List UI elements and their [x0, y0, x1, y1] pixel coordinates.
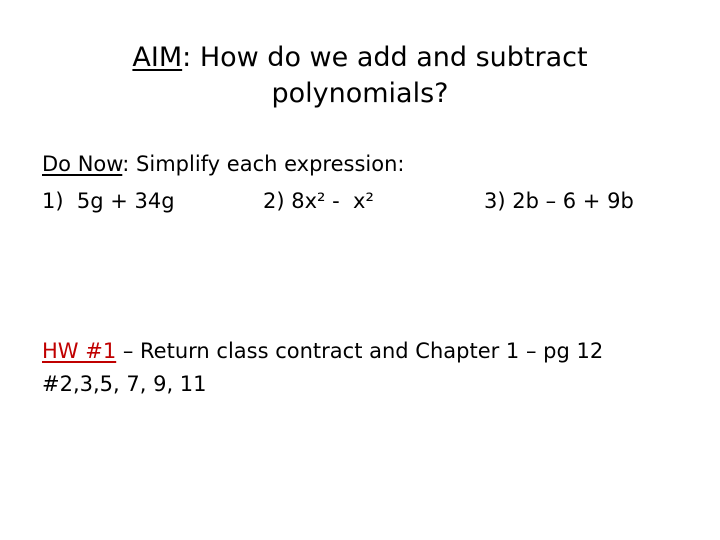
problem-3: 3) 2b – 6 + 9b [484, 189, 634, 213]
slide-title [0, 40, 720, 112]
problem-2: 2) 8x² - x² [263, 189, 374, 213]
homework-text [42, 335, 682, 401]
homework-description: – Return class contract and Chapter 1 – pg 12 [116, 339, 604, 363]
problem-list [42, 185, 702, 217]
do-now-heading [42, 148, 404, 180]
title-line-2: polynomials? [271, 78, 449, 109]
do-now-label: Do Now [42, 152, 123, 176]
do-now-instruction: : Simplify each expression: [122, 152, 405, 176]
homework-label: HW #1 [42, 339, 117, 363]
title-line-1 [0, 40, 720, 76]
aim-question: : How do we add and subtract [182, 42, 588, 73]
homework-problems: #2,3,5, 7, 9, 11 [42, 372, 207, 396]
aim-label: AIM [132, 42, 183, 73]
problem-1: 1) 5g + 34g [42, 189, 175, 213]
